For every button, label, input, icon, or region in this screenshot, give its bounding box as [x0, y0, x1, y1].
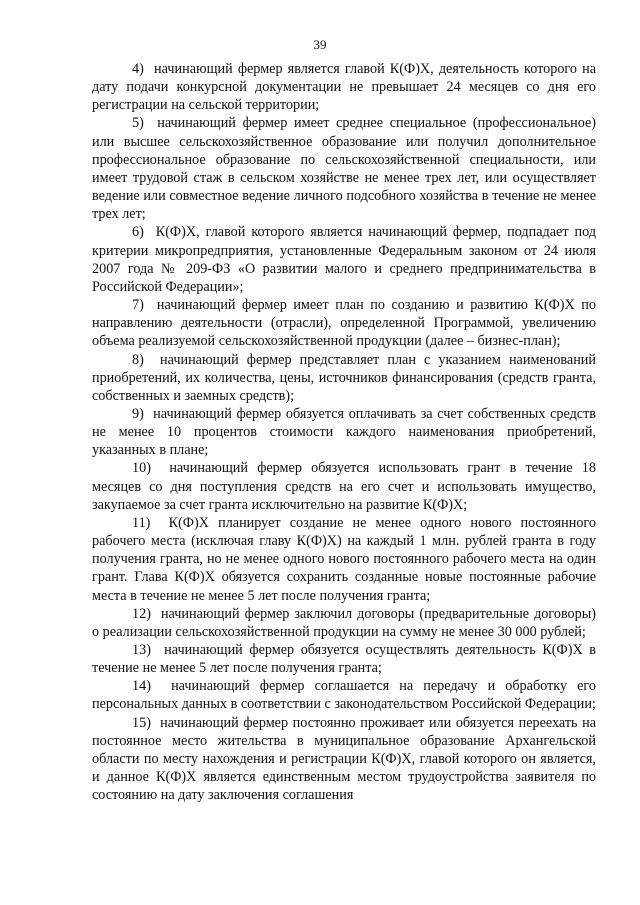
page-number: 39: [313, 37, 327, 52]
list-item-4: 4) начинающий фермер является главой К(Ф)Х, деятельность которого на дату подачи конкурсной документации не превышает 24 месяцев со дня его регистрации на сельской территории;: [92, 61, 596, 114]
list-item-8: 8) начинающий фермер представляет план с указанием наименований приобретений, их количества, цены, источников финансирования (средств гранта, собственных и заемных средств);: [92, 351, 596, 404]
list-item-11: 11) К(Ф)Х планирует создание не менее одного нового постоянного рабочего места (исключая главу К(Ф)Х) на каждый 1 млн. рублей гранта в году получения гранта, но не менее одного нового постоянного рабочего места на один грант. Глава К(Ф)Х обязуется сохранить созданные новые постоянные рабочие места в течение не менее 5 лет после получения гранта;: [92, 514, 596, 604]
list-item-15: 15) начинающий фермер постоянно проживает или обязуется переехать на постоянное место жительства в муниципальное образование Архангельской области по месту нахождения и регистрации К(Ф)Х, главой которого он является, и данное К(Ф)Х является единственным местом трудоустройства заявителя по состоянию на дату заключения соглашения: [92, 714, 596, 804]
list-item-14: 14) начинающий фермер соглашается на передачу и обработку его персональных данных в соответствии с законодательством Российской Федерации;: [92, 678, 596, 713]
document-body: [92, 60, 596, 804]
list-item-7: 7) начинающий фермер имеет план по созданию и развитию К(Ф)Х по направлению деятельности (отрасли), определенной Программой, увеличению объема реализуемой сельскохозяйственной продукции (далее – бизнес-план);: [92, 297, 596, 350]
list-item-12: 12) начинающий фермер заключил договоры (предварительные договоры) о реализации сельскохозяйственной продукции на сумму не менее 30 000 рублей;: [92, 605, 596, 640]
list-item-13: 13) начинающий фермер обязуется осуществлять деятельность К(Ф)Х в течение не менее 5 лет после получения гранта;: [92, 642, 596, 677]
list-item-10: 10) начинающий фермер обязуется использовать грант в течение 18 месяцев со дня поступления средств на его счет и использовать имущество, закупаемое за счет гранта исключительно на развитие К(Ф)Х;: [92, 460, 596, 513]
list-item-9: 9) начинающий фермер обязуется оплачивать за счет собственных средств не менее 10 процентов стоимости каждого наименования приобретений, указанных в плане;: [92, 405, 596, 459]
list-item-5: 5) начинающий фермер имеет среднее специальное (профессиональное) или высшее сельскохозяйственное образование или получил дополнительное профессиональное образование по сельскохозяйственной специальности, или имеет трудовой стаж в сельском хозяйстве не менее трех лет, или осуществляет ведение или совместное ведение личного подсобного хозяйства в течение не менее трех лет;: [92, 115, 596, 223]
list-item-6: 6) К(Ф)Х, главой которого является начинающий фермер, подпадает под критерии микропредприятия, установленные Федеральным законом от 24 июля 2007 года № 209-ФЗ «О развитии малого и среднего предпринимательства в Российской Федерации»;: [92, 224, 596, 295]
